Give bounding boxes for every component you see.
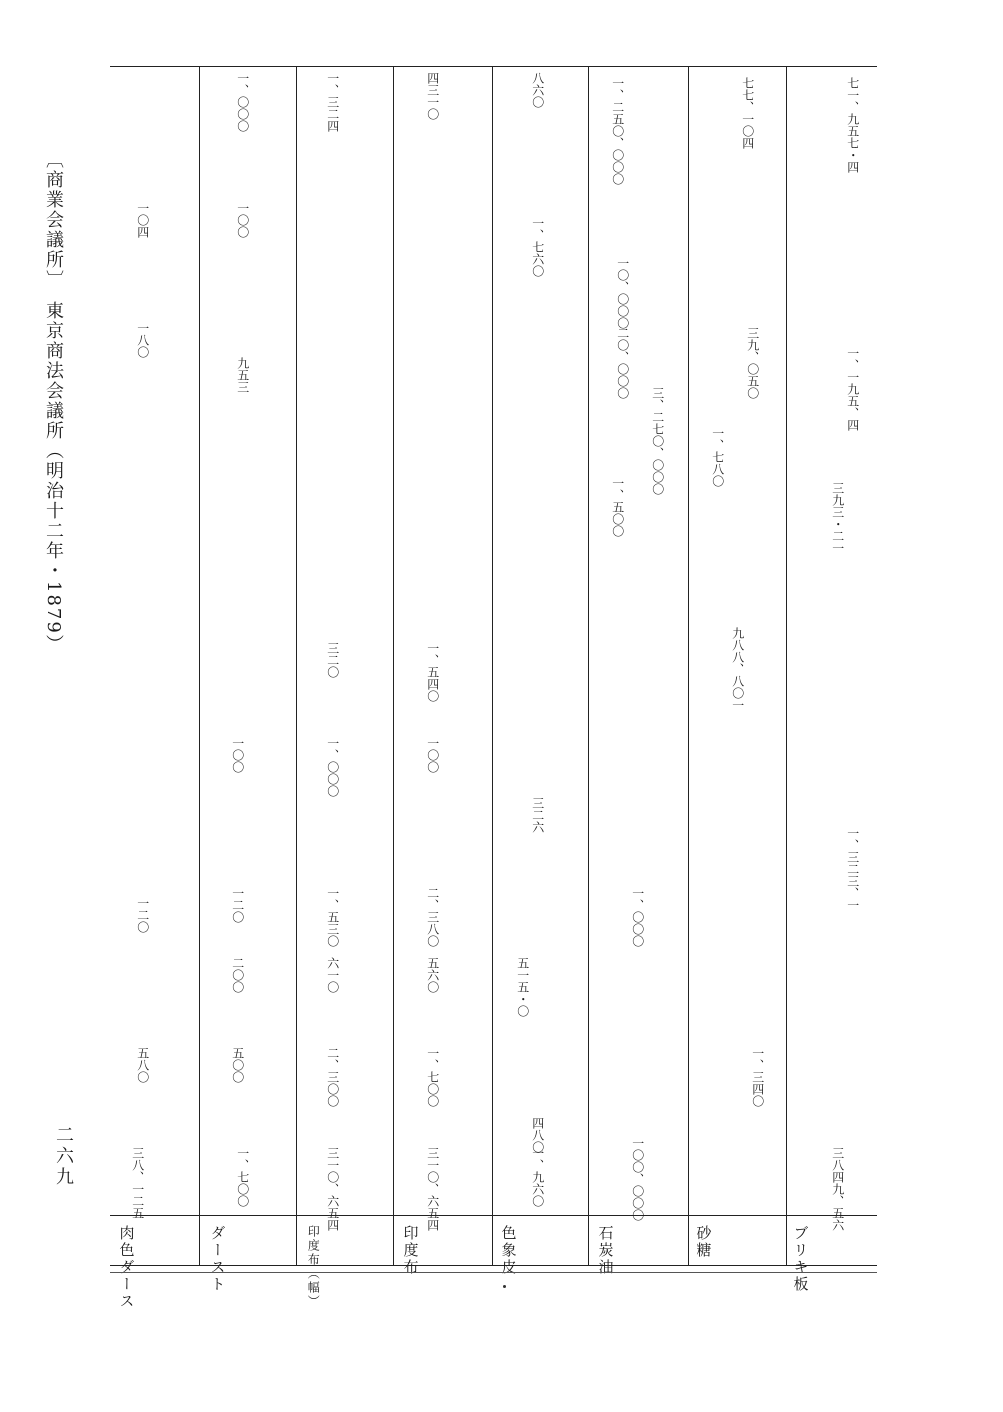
column-total: 三一〇、六五四 — [425, 1147, 440, 1231]
table-cell: 三、二七〇、〇〇〇 — [650, 387, 665, 495]
column-header: ブリキ板 — [791, 1225, 810, 1293]
table-cell: 五八〇 — [135, 1047, 150, 1083]
column-total: 三八、一二五 — [130, 1147, 145, 1219]
table-cell: 一、〇〇〇 — [325, 737, 340, 797]
table-cell: 四八〇 — [530, 1117, 545, 1153]
table-cell: 二、三〇〇 — [325, 1047, 340, 1107]
data-table — [110, 66, 877, 1310]
table-cell: 三二〇 — [325, 642, 340, 678]
column-divider — [688, 67, 689, 1265]
table-cell: 五六〇 — [425, 957, 440, 993]
table-cell: 一、五〇〇 — [610, 477, 625, 537]
table-cell: 八六〇 — [530, 72, 545, 108]
table-cell: 一二〇 — [230, 887, 245, 923]
table-cell: 一、〇〇〇 — [630, 887, 645, 947]
table-cell: 三九、〇五〇 — [745, 327, 760, 399]
column-header: 肉色ダース — [117, 1225, 136, 1310]
table-cell: 七七、一〇四 — [740, 77, 755, 149]
table-cell: 五〇〇 — [230, 1047, 245, 1083]
header-rule — [110, 1215, 877, 1216]
column-header: ダースト — [208, 1225, 227, 1293]
page-number: 二六九 — [53, 1125, 74, 1188]
column-divider — [393, 67, 394, 1265]
table-cell: 一、〇〇〇 — [235, 72, 250, 132]
column-total: 一、九六〇 — [530, 1147, 545, 1207]
column-divider — [296, 67, 297, 1265]
table-cell: 一、一九五、四 — [845, 347, 860, 431]
table-cell: 二〇、〇〇〇 — [615, 327, 630, 399]
table-cell: 三九三・二一 — [830, 482, 845, 554]
table-cell: 二、三八〇 — [425, 887, 440, 947]
column-total: 一、七〇〇 — [235, 1147, 250, 1207]
column-header: 色象皮 — [499, 1225, 518, 1276]
table-cell: 一、七六〇 — [530, 217, 545, 277]
table-cell: 一、五四〇 — [425, 642, 440, 702]
table-cell: 九五三 — [235, 357, 250, 393]
table-cell: 三二六 — [530, 797, 545, 833]
column-total: 三一〇、六五四 — [325, 1147, 340, 1231]
table-cell: 五一五・〇 — [515, 957, 530, 1017]
table-cell: 一〇〇 — [235, 202, 250, 238]
stray-mark — [503, 1285, 506, 1288]
table-cell: 一、三二四 — [325, 72, 340, 132]
column-header: 印度布 — [401, 1225, 420, 1276]
column-divider — [588, 67, 589, 1265]
column-header: 砂糖 — [694, 1225, 713, 1259]
table-cell: 六一〇 — [325, 957, 340, 993]
table-cell: 一、五三〇 — [325, 887, 340, 947]
column-total: 三八四九、五六 — [830, 1147, 845, 1231]
table-cell: 一〇〇 — [230, 737, 245, 773]
table-cell: 一、七〇〇 — [425, 1047, 440, 1107]
column-header: 印度布（幅） — [306, 1225, 321, 1309]
table-cell: 四三一〇 — [425, 72, 440, 120]
table-cell: 一、三二三、一 — [845, 827, 860, 911]
table-cell: 一〇四 — [135, 202, 150, 238]
table-cell: 一八〇 — [135, 322, 150, 358]
table-cell: 二〇〇 — [230, 957, 245, 993]
table-cell: 一、三四〇 — [750, 1047, 765, 1107]
page-header: 〔商業会議所〕 東京商法会議所（明治十二年・1879） — [43, 150, 64, 655]
table-cell: 一二〇 — [135, 897, 150, 933]
table-cell: 七一、九五七・四 — [845, 77, 860, 173]
table-cell: 一、二五〇、〇〇〇 — [610, 77, 625, 185]
table-cell: 九八八、八〇一 — [730, 627, 745, 711]
column-divider — [199, 67, 200, 1265]
bottom-rule — [110, 1272, 877, 1273]
table-cell: 一〇〇 — [425, 737, 440, 773]
column-divider — [492, 67, 493, 1265]
column-header: 石炭油 — [596, 1225, 615, 1276]
table-cell: 一〇、〇〇〇 — [615, 257, 630, 329]
column-total: 一〇〇、〇〇〇 — [630, 1137, 645, 1221]
column-divider — [786, 67, 787, 1265]
table-cell: 一、七八〇 — [710, 427, 725, 487]
